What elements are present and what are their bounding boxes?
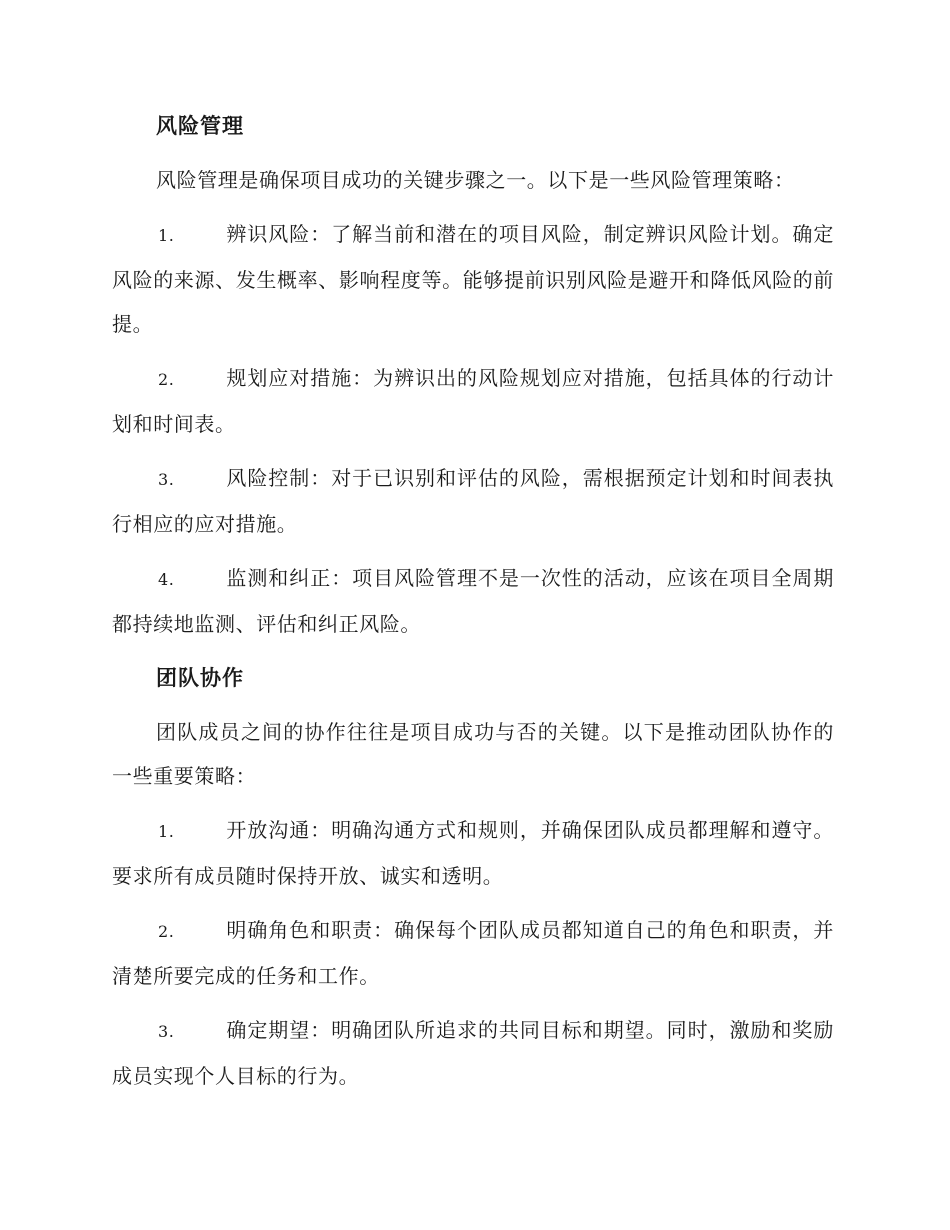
list-item-number: 1. bbox=[158, 226, 175, 245]
section-heading-team-collaboration: 团队协作 bbox=[156, 665, 244, 690]
list-item bbox=[112, 1008, 834, 1098]
section-intro-risk-management: 风险管理是确保项目成功的关键步骤之一。以下是一些风险管理策略： bbox=[156, 168, 795, 192]
list-item-text: 监测和纠正：项目风险管理不是一次性的活动，应该在项目全周期都持续地监测、评估和纠正风险。 bbox=[112, 566, 834, 636]
section-intro-team-collaboration: 团队成员之间的协作往往是项目成功与否的关键。以下是推动团队协作的一些重要策略： bbox=[112, 720, 834, 788]
list-item-number: 2. bbox=[158, 370, 175, 389]
list-item bbox=[112, 556, 834, 646]
list-item-text: 风险控制：对于已识别和评估的风险，需根据预定计划和时间表执行相应的应对措施。 bbox=[112, 466, 834, 536]
list-item bbox=[112, 212, 834, 346]
list-item bbox=[112, 456, 834, 546]
list-item-text: 明确角色和职责：确保每个团队成员都知道自己的角色和职责，并清楚所要完成的任务和工作。 bbox=[112, 918, 834, 988]
document-page bbox=[112, 104, 834, 1108]
list-item-number: 2. bbox=[158, 922, 175, 941]
list-item-text: 辨识风险：了解当前和潜在的项目风险，制定辨识风险计划。确定风险的来源、发生概率、影响程度等。能够提前识别风险是避开和降低风险的前提。 bbox=[112, 222, 834, 336]
section-heading-risk-management: 风险管理 bbox=[156, 113, 244, 138]
list-item-text: 开放沟通：明确沟通方式和规则，并确保团队成员都理解和遵守。要求所有成员随时保持开放、诚实和透明。 bbox=[112, 818, 834, 888]
list-item-number: 3. bbox=[158, 1022, 175, 1041]
list-item bbox=[112, 908, 834, 998]
list-item bbox=[112, 356, 834, 446]
list-item-number: 3. bbox=[158, 470, 175, 489]
list-item-text: 规划应对措施：为辨识出的风险规划应对措施，包括具体的行动计划和时间表。 bbox=[112, 366, 834, 436]
list-item-text: 确定期望：明确团队所追求的共同目标和期望。同时，激励和奖励成员实现个人目标的行为。 bbox=[112, 1018, 834, 1088]
list-item bbox=[112, 808, 834, 898]
list-item-number: 4. bbox=[158, 570, 175, 589]
list-item-number: 1. bbox=[158, 822, 175, 841]
